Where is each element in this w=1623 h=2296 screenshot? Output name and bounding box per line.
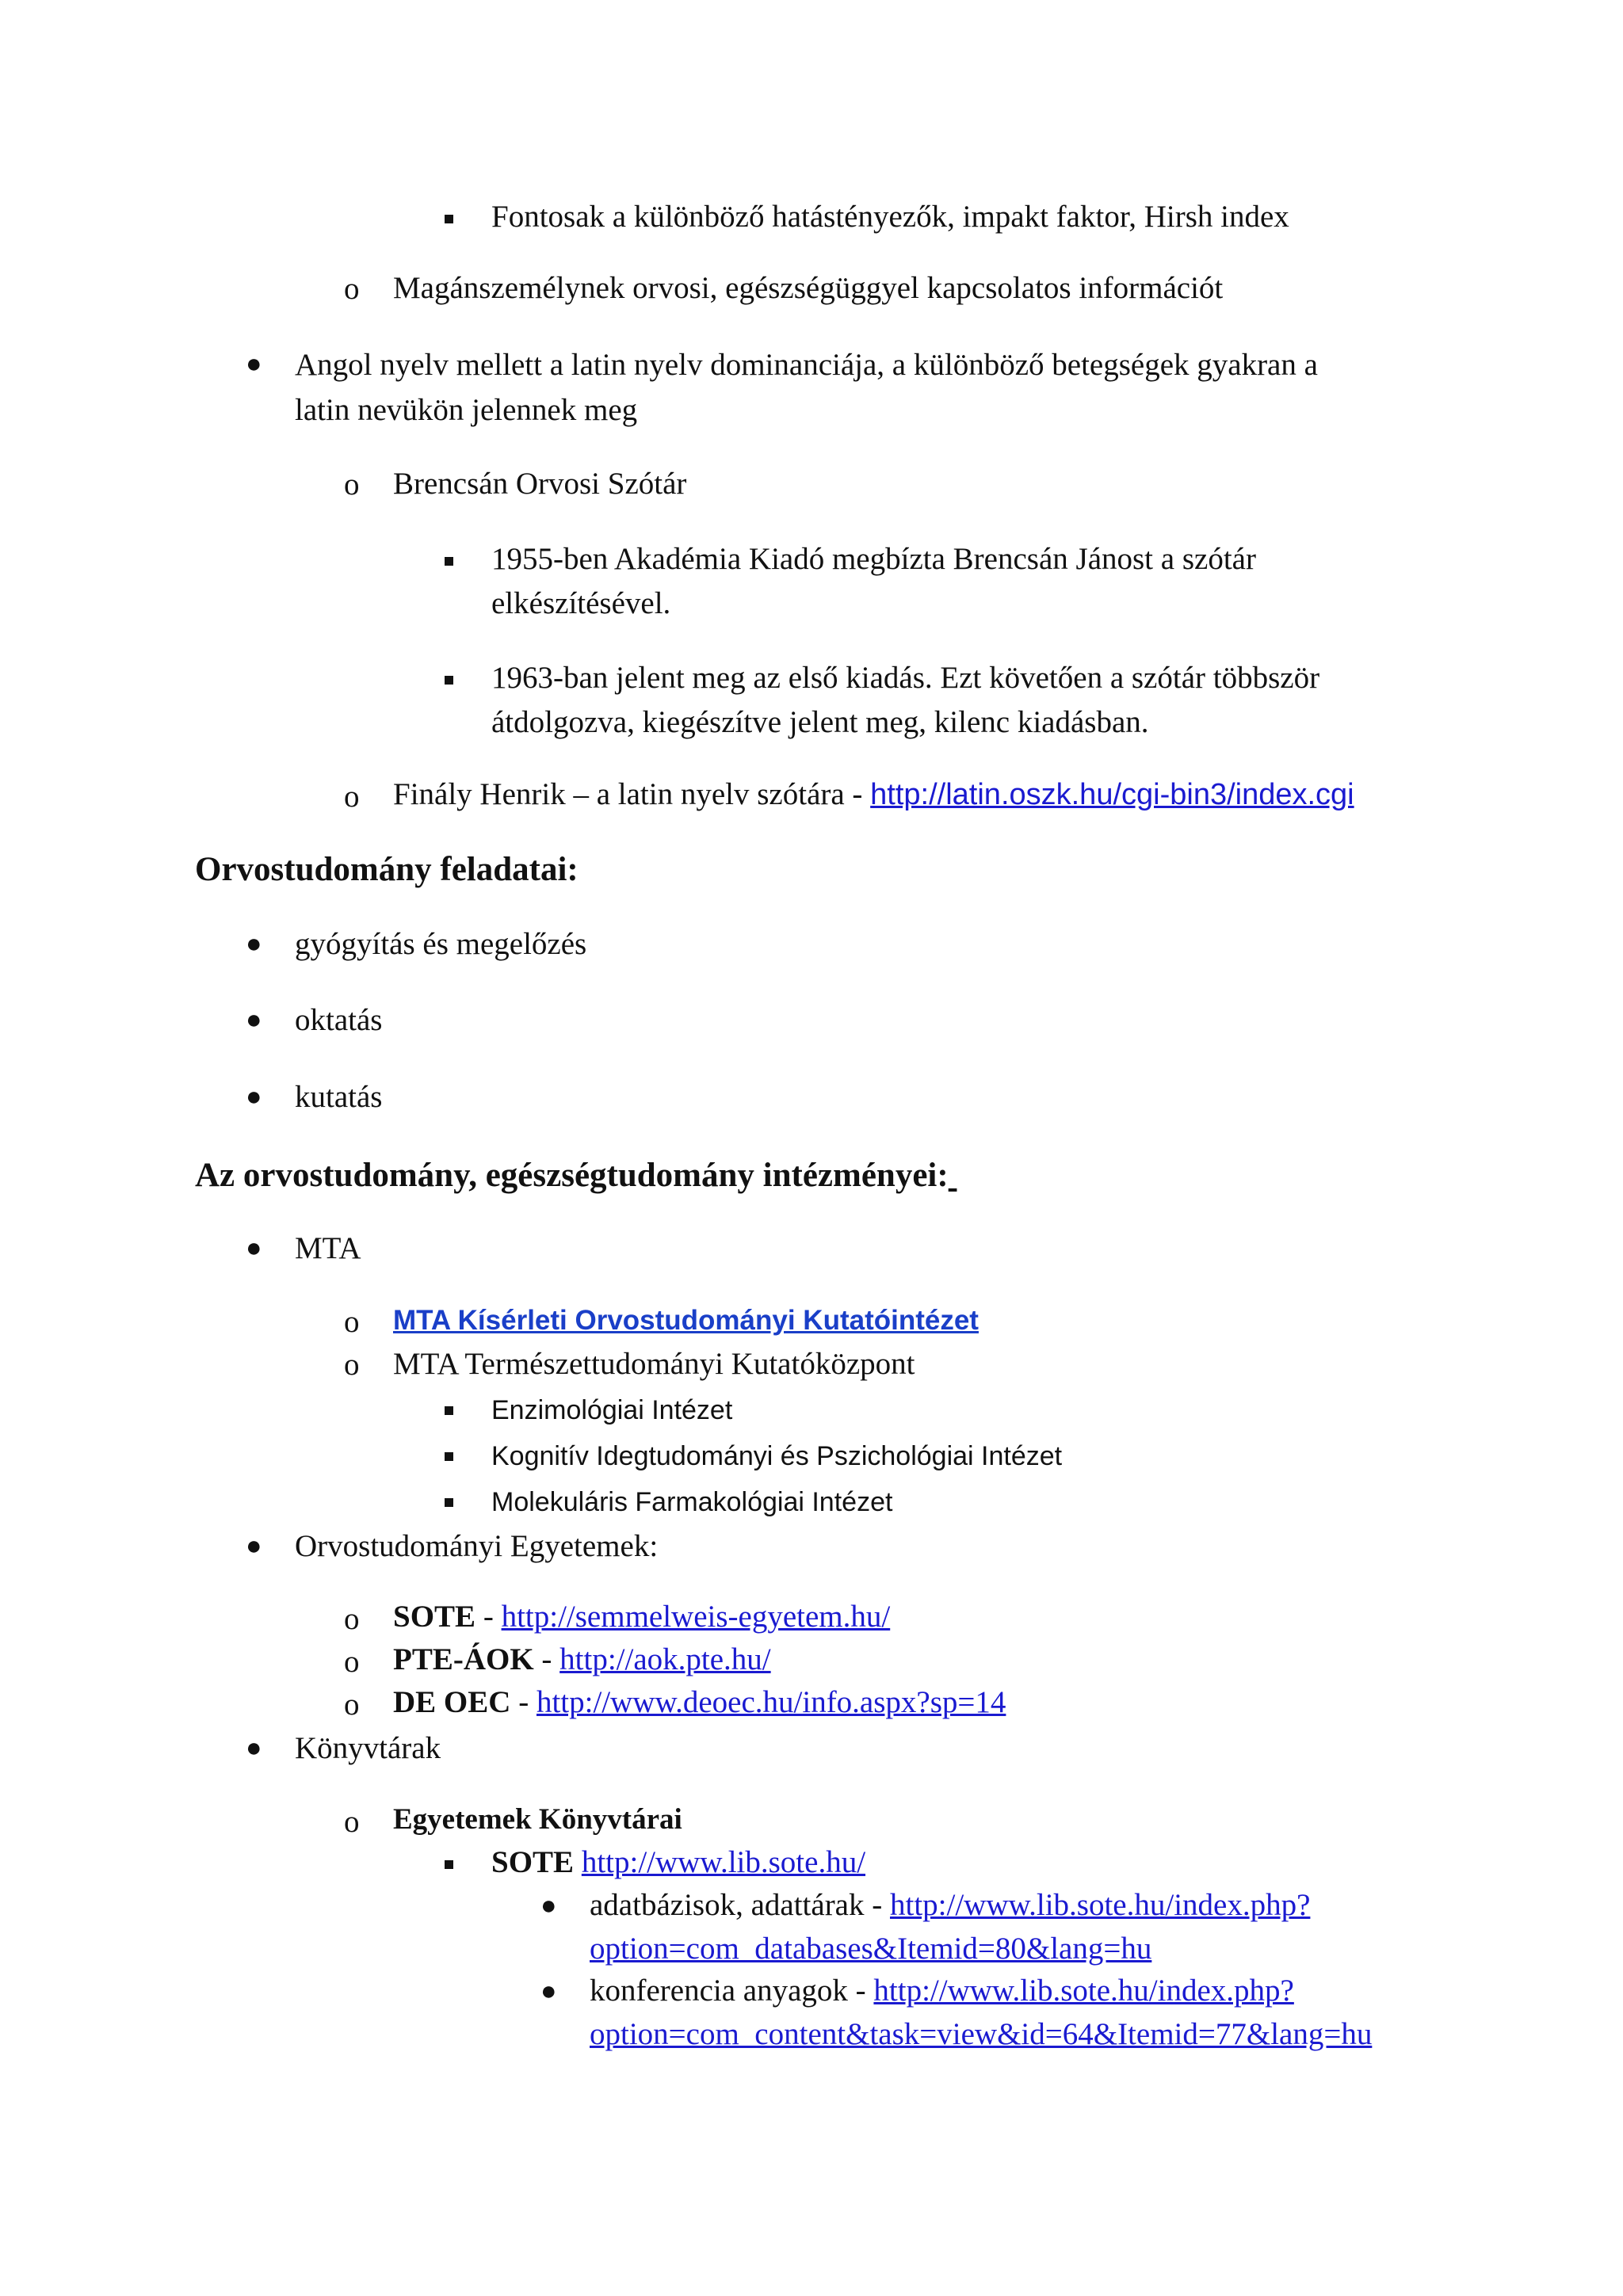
square-bullet-icon bbox=[445, 213, 453, 227]
circle-bullet-icon: o bbox=[344, 1602, 360, 1636]
section-heading: Orvostudomány feladatai: bbox=[195, 851, 579, 888]
list-item bbox=[491, 1844, 865, 1882]
uni-name: DE OEC bbox=[393, 1685, 511, 1719]
disc-bullet-icon: ● bbox=[246, 1234, 262, 1263]
heading-text: Az orvostudomány, egészségtudomány intézményei: bbox=[195, 1157, 949, 1194]
list-item: Egyetemek Könyvtárai bbox=[393, 1803, 682, 1836]
latin-dictionary-link[interactable]: http://latin.oszk.hu/cgi-bin3/index.cgi bbox=[870, 778, 1354, 811]
deoec-link[interactable]: http://www.deoec.hu/info.aspx?sp=14 bbox=[536, 1685, 1006, 1719]
list-item bbox=[393, 1684, 1006, 1722]
square-bullet-icon bbox=[445, 555, 453, 570]
section-heading bbox=[195, 1155, 957, 1196]
list-item bbox=[590, 1972, 1294, 2010]
list-item: kutatás bbox=[295, 1080, 383, 1114]
list-item bbox=[590, 1886, 1310, 1924]
circle-bullet-icon: o bbox=[344, 1305, 360, 1339]
conference-link[interactable]: http://www.lib.sote.hu/index.php? bbox=[873, 1974, 1294, 2008]
uni-name: SOTE bbox=[393, 1600, 476, 1634]
disc-bullet-icon: ● bbox=[540, 1891, 557, 1920]
list-item-continuation: átdolgozva, kiegészítve jelent meg, kilenc kiadásban. bbox=[491, 705, 1149, 739]
circle-bullet-icon: o bbox=[344, 467, 360, 502]
list-item: MTA Természettudományi Kutatóközpont bbox=[393, 1347, 915, 1381]
sote-library-link[interactable]: http://www.lib.sote.hu/ bbox=[581, 1845, 866, 1879]
databases-link-continuation[interactable]: option=com_databases&Itemid=80&lang=hu bbox=[590, 1932, 1152, 1966]
square-bullet-icon bbox=[445, 1405, 453, 1419]
list-item-continuation: elkészítésével. bbox=[491, 586, 671, 620]
list-item: MTA bbox=[295, 1231, 361, 1265]
pte-aok-link[interactable]: http://aok.pte.hu/ bbox=[559, 1642, 771, 1676]
list-item: 1963-ban jelent meg az első kiadás. Ezt követően a szótár többször bbox=[491, 661, 1320, 695]
disc-bullet-icon: ● bbox=[246, 1005, 262, 1035]
list-item-continuation: latin nevükön jelennek meg bbox=[295, 393, 638, 427]
list-item bbox=[393, 1598, 890, 1636]
square-bullet-icon bbox=[445, 674, 453, 688]
list-item: 1955-ben Akadémia Kiadó megbízta Brencsán Jánost a szótár bbox=[491, 542, 1256, 576]
list-item: Kognitív Idegtudományi és Pszichológiai Intézet bbox=[491, 1441, 1063, 1471]
separator: - bbox=[541, 1642, 552, 1676]
lib-name: SOTE bbox=[491, 1845, 575, 1879]
conference-link-continuation[interactable]: option=com_content&task=view&id=64&Itemid=77&lang=hu bbox=[590, 2017, 1373, 2051]
databases-link[interactable]: http://www.lib.sote.hu/index.php? bbox=[889, 1888, 1311, 1922]
semmelweis-link[interactable]: http://semmelweis-egyetem.hu/ bbox=[501, 1600, 891, 1634]
square-bullet-icon bbox=[445, 1497, 453, 1511]
square-bullet-icon bbox=[445, 1451, 453, 1465]
disc-bullet-icon: ● bbox=[246, 1082, 262, 1112]
separator: - bbox=[483, 1600, 494, 1634]
disc-bullet-icon: ● bbox=[246, 1531, 262, 1561]
mta-koki-link[interactable]: MTA Kísérleti Orvostudományi Kutatóintézet bbox=[393, 1305, 979, 1336]
list-item: Könyvtárak bbox=[295, 1731, 441, 1765]
list-item: Angol nyelv mellett a latin nyelv dominanciája, a különböző betegségek gyakran a bbox=[295, 348, 1318, 382]
list-item: Orvostudományi Egyetemek: bbox=[295, 1529, 659, 1563]
list-item: oktatás bbox=[295, 1003, 383, 1037]
list-item bbox=[393, 1641, 771, 1679]
uni-name: PTE-ÁOK bbox=[393, 1642, 534, 1676]
list-item: Molekuláris Farmakológiai Intézet bbox=[491, 1487, 893, 1517]
list-item: Brencsán Orvosi Szótár bbox=[393, 467, 687, 501]
list-item bbox=[393, 776, 1354, 814]
list-item: Magánszemélynek orvosi, egészségüggyel kapcsolatos információt bbox=[393, 271, 1224, 305]
disc-bullet-icon: ● bbox=[246, 929, 262, 959]
disc-bullet-icon: ● bbox=[246, 1733, 262, 1763]
dictionary-text: Finály Henrik – a latin nyelv szótára - bbox=[393, 777, 863, 811]
circle-bullet-icon: o bbox=[344, 1805, 360, 1839]
circle-bullet-icon: o bbox=[344, 1688, 360, 1722]
circle-bullet-icon: o bbox=[344, 1348, 360, 1382]
conference-text: konferencia anyagok - bbox=[590, 1974, 866, 2008]
square-bullet-icon bbox=[445, 1859, 453, 1873]
list-item: gyógyítás és megelőzés bbox=[295, 927, 587, 961]
separator: - bbox=[518, 1685, 529, 1719]
databases-text: adatbázisok, adattárak - bbox=[590, 1888, 883, 1922]
circle-bullet-icon: o bbox=[344, 780, 360, 814]
circle-bullet-icon: o bbox=[344, 272, 360, 306]
list-item: Fontosak a különböző hatástényezők, impakt faktor, Hirsh index bbox=[491, 200, 1289, 234]
disc-bullet-icon: ● bbox=[540, 1977, 557, 2006]
circle-bullet-icon: o bbox=[344, 1645, 360, 1679]
disc-bullet-icon: ● bbox=[246, 349, 262, 379]
list-item: Enzimológiai Intézet bbox=[491, 1395, 733, 1425]
